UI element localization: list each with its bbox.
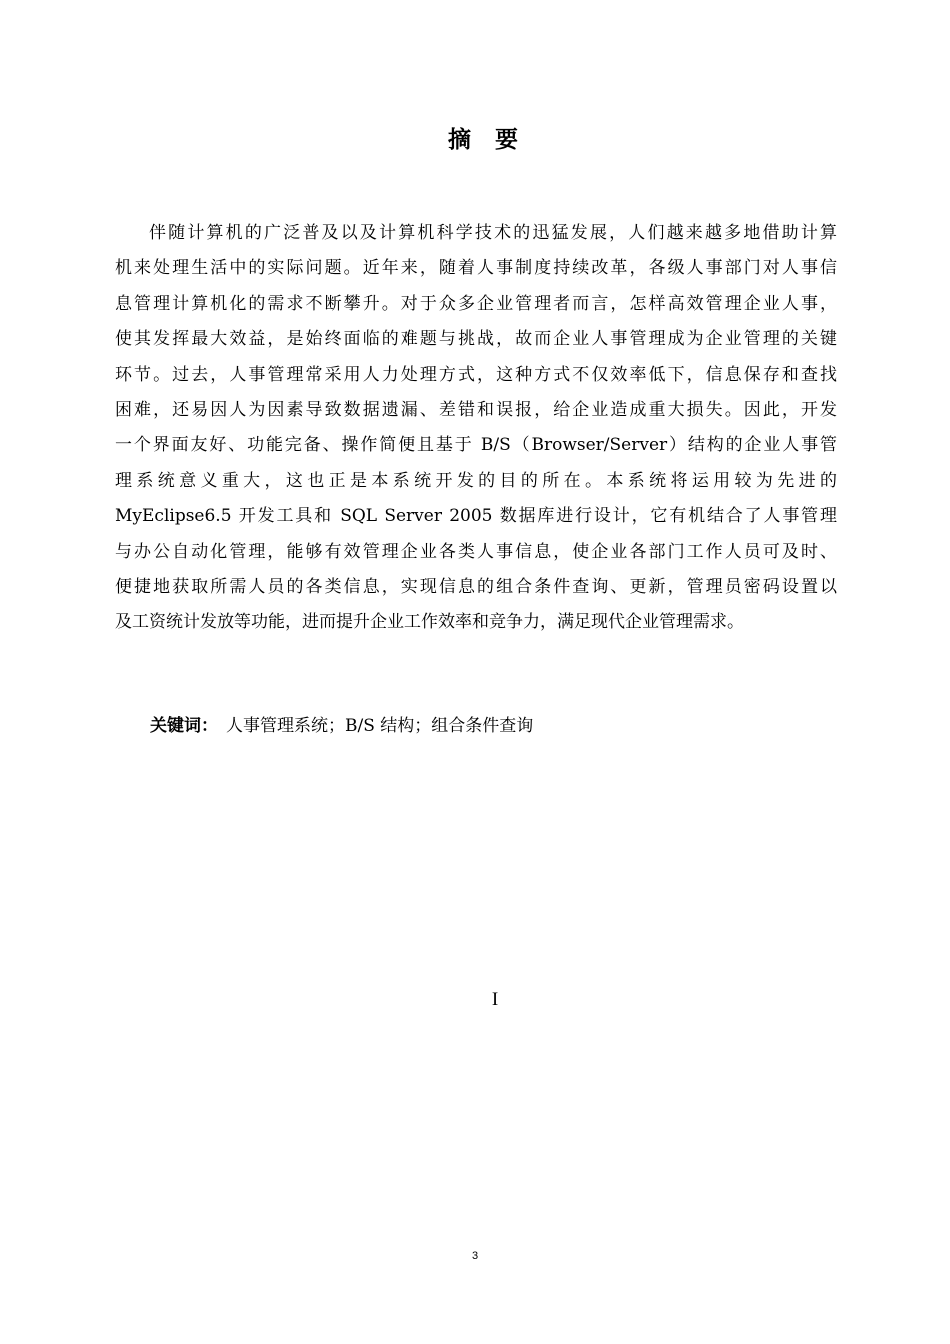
abstract-line: 息管理计算机化的需求不断攀升。对于众多企业管理者而言，怎样高效管理企业人事， — [115, 293, 837, 314]
roman-page-number: I — [491, 989, 499, 1010]
abstract-line: 与办公自动化管理，能够有效管理企业各类人事信息，使企业各部门工作人员可及时、 — [115, 541, 837, 562]
abstract-line: 机来处理生活中的实际问题。近年来，随着人事制度持续改革，各级人事部门对人事信 — [115, 258, 837, 279]
keywords-text: 人事管理系统；B/S 结构；组合条件查询 — [226, 716, 534, 736]
abstract-line: 便捷地获取所需人员的各类信息，实现信息的组合条件查询、更新，管理员密码设置以 — [115, 576, 837, 597]
abstract-line: 困难，还易因人为因素导致数据遗漏、差错和误报，给企业造成重大损失。因此，开发 — [115, 399, 837, 420]
abstract-line: 使其发挥最大效益，是始终面临的难题与挑战，故而企业人事管理成为企业管理的关键 — [115, 329, 837, 350]
keywords — [150, 710, 533, 742]
abstract-line: 及工资统计发放等功能，进而提升企业工作效率和竞争力，满足现代企业管理需求。 — [115, 612, 744, 633]
abstract-line: 伴随计算机的广泛普及以及计算机科学技术的迅猛发展，人们越来越多地借助计算 — [149, 223, 837, 243]
abstract-line: 一个界面友好、功能完备、操作简便且基于 B/S（Browser/Server）结构的企业人事管 — [115, 435, 837, 456]
abstract-body — [115, 216, 837, 641]
title-char-2: 要 — [495, 127, 518, 153]
abstract-line: MyEclipse6.5 开发工具和 SQL Server 2005 数据库进行设计，它有机结合了人事管理 — [115, 506, 837, 527]
title-char-1: 摘 — [448, 127, 471, 153]
keywords-label: 关键词： — [150, 716, 218, 736]
abstract-line: 环节。过去，人事管理常采用人力处理方式，这种方式不仅效率低下，信息保存和查找 — [115, 364, 837, 385]
page-title — [0, 122, 950, 158]
page-number: 3 — [471, 1250, 479, 1262]
abstract-line: 理系统意义重大，这也正是本系统开发的目的所在。本系统将运用较为先进的 — [115, 470, 837, 491]
